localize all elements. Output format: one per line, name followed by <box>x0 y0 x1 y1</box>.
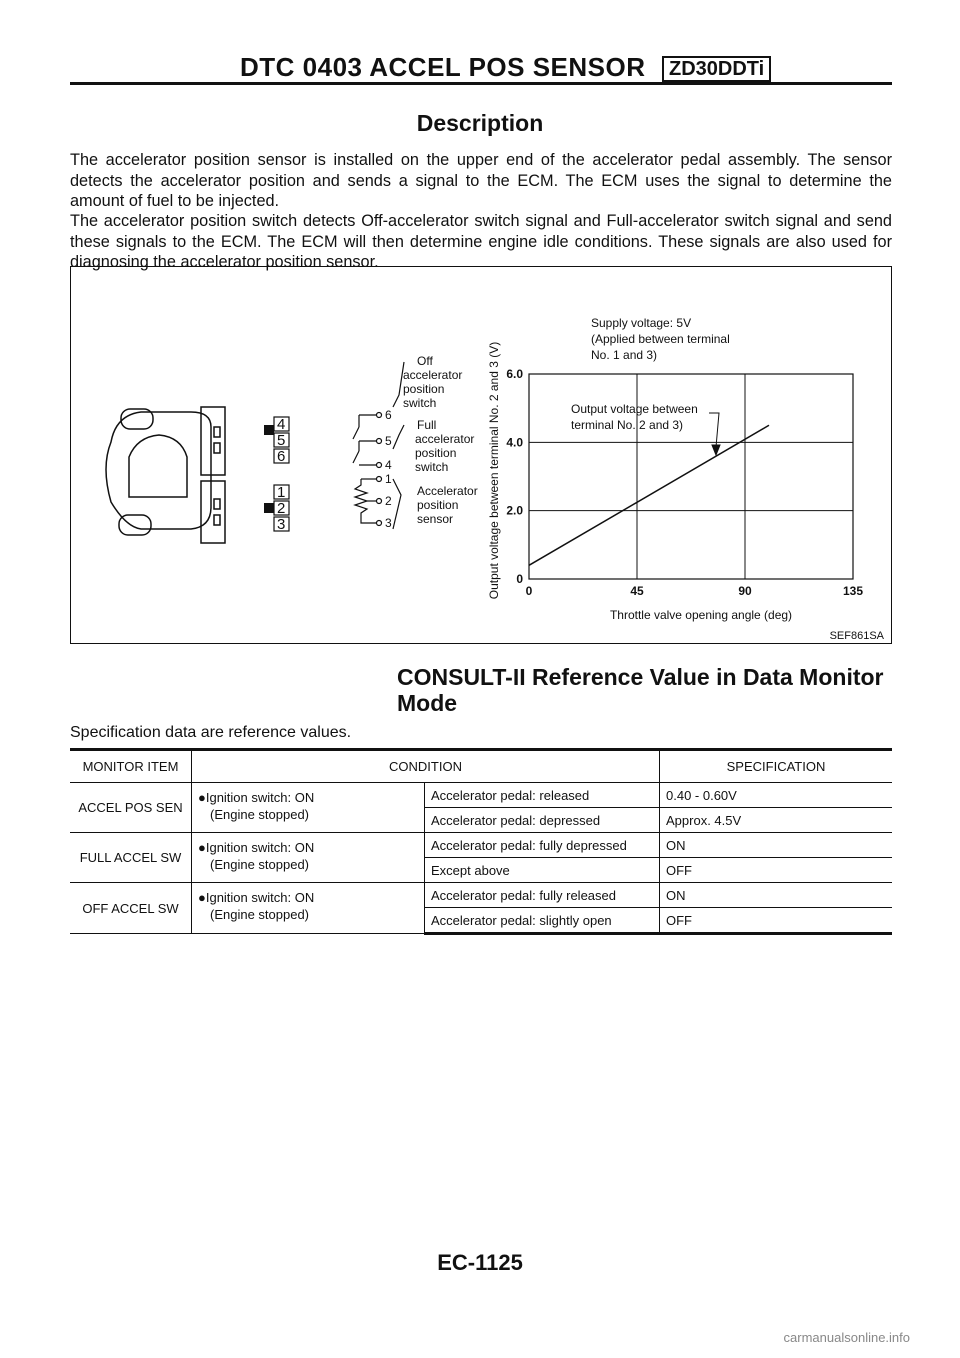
connector-b <box>264 484 289 533</box>
svg-text:position: position <box>403 382 445 396</box>
full-switch-label <box>415 418 474 474</box>
supply-voltage-note <box>591 316 730 362</box>
monitor-item-cell: OFF ACCEL SW <box>70 883 192 934</box>
consult-heading-line-1: CONSULT-II Reference Value in Data Monitor <box>397 664 884 690</box>
svg-text:4: 4 <box>385 458 392 472</box>
switch-schematic <box>353 362 404 529</box>
y-tick-label: 0 <box>516 572 523 586</box>
table-row <box>70 833 892 858</box>
connector-a-marker <box>264 425 274 435</box>
svg-text:switch: switch <box>415 460 449 474</box>
output-note-leader <box>709 413 720 455</box>
condition-cell: ●Ignition switch: ON (Engine stopped) <box>192 883 425 934</box>
table-row <box>70 783 892 808</box>
x-tick-label: 90 <box>738 584 752 598</box>
y-tick-label: 4.0 <box>506 435 523 450</box>
data-monitor-table <box>70 748 892 935</box>
description-paragraph-1: The accelerator position sensor is installed on the upper end of the accelerator pedal assembly. The sensor detects the accelerator position and sends a signal to the ECM. The ECM uses the signal to determine the amount of fuel to be injected. <box>70 151 892 210</box>
monitor-item-cell: ACCEL POS SEN <box>70 783 192 833</box>
specification-cell: ON <box>660 883 893 908</box>
header-condition: CONDITION <box>192 750 660 783</box>
svg-text:Full: Full <box>417 418 437 432</box>
svg-text:Output voltage between: Output voltage between <box>571 402 698 416</box>
header-rule <box>70 82 892 85</box>
y-axis-label: Output voltage between terminal No. 2 and 3 (V) <box>487 341 501 600</box>
svg-text:3: 3 <box>385 516 392 530</box>
description-heading: Description <box>416 110 544 136</box>
connector-a <box>264 416 289 465</box>
connector-b-marker <box>264 503 274 513</box>
sensor-figure-svg <box>71 267 893 645</box>
condition-cell: ●Ignition switch: ON (Engine stopped) <box>192 833 425 883</box>
specification-cell: 0.40 - 0.60V <box>660 783 893 808</box>
pedal-condition-cell: Accelerator pedal: fully depressed <box>425 833 660 858</box>
off-switch-label <box>403 354 462 410</box>
pin-label-5: 5 <box>277 432 286 449</box>
figure-code: SEF861SA <box>829 630 884 642</box>
condition-cell: ●Ignition switch: ON (Engine stopped) <box>192 783 425 833</box>
svg-text:No. 1 and 3): No. 1 and 3) <box>591 348 658 362</box>
pin-label-2: 2 <box>277 500 286 517</box>
x-axis-label: Throttle valve opening angle (deg) <box>609 608 793 622</box>
specification-cell: OFF <box>660 858 893 883</box>
monitor-item-cell: FULL ACCEL SW <box>70 833 192 883</box>
sensor-rotor-cutout <box>129 435 187 497</box>
svg-text:1: 1 <box>385 472 392 486</box>
pin-label-4: 4 <box>277 416 286 433</box>
table-row <box>70 883 892 908</box>
pedal-condition-cell: Accelerator pedal: depressed <box>425 808 660 833</box>
consult-heading <box>397 664 897 716</box>
svg-text:switch: switch <box>403 396 437 410</box>
pedal-condition-cell: Accelerator pedal: released <box>425 783 660 808</box>
page-number: EC-1125 <box>437 1250 523 1275</box>
y-tick-label: 6.0 <box>506 367 523 381</box>
x-tick-label: 135 <box>842 584 864 598</box>
page-header-title: DTC 0403 ACCEL POS SENSOR <box>240 52 646 82</box>
svg-text:2: 2 <box>385 494 392 508</box>
svg-text:position: position <box>415 446 457 460</box>
engine-code-badge: ZD30DDTi <box>662 56 771 82</box>
svg-text:terminal No. 2 and 3): terminal No. 2 and 3) <box>571 418 684 432</box>
pedal-condition-cell: Except above <box>425 858 660 883</box>
pin-label-1: 1 <box>277 484 286 501</box>
sensor-housing <box>106 412 211 529</box>
x-tick-label: 45 <box>630 584 644 598</box>
svg-text:accelerator: accelerator <box>415 432 475 446</box>
output-voltage-chart <box>487 342 863 622</box>
pin-label-6: 6 <box>277 448 286 465</box>
pin-label-3: 3 <box>277 516 286 533</box>
svg-text:sensor: sensor <box>417 512 454 526</box>
svg-text:5: 5 <box>385 434 392 448</box>
spec-note: Specification data are reference values. <box>70 724 352 741</box>
series-line <box>529 425 769 565</box>
sensor-figure <box>70 266 892 644</box>
svg-text:Supply voltage: 5V: Supply voltage: 5V <box>591 316 692 330</box>
header-specification: SPECIFICATION <box>660 750 893 783</box>
specification-cell: Approx. 4.5V <box>660 808 893 833</box>
consult-heading-line-2: Mode <box>397 690 458 716</box>
watermark: carmanualsonline.info <box>783 1330 910 1345</box>
x-tick-label: 0 <box>525 584 533 598</box>
svg-text:Off: Off <box>417 354 433 368</box>
y-tick-label: 2.0 <box>506 503 523 518</box>
pedal-condition-cell: Accelerator pedal: slightly open <box>425 908 660 934</box>
output-voltage-note <box>571 402 698 432</box>
svg-text:accelerator: accelerator <box>403 368 463 382</box>
svg-text:position: position <box>417 498 459 512</box>
description-paragraph-2: The accelerator position switch detects Off-accelerator switch signal and Full-accelerator switch signal and send these signals to the ECM. The ECM will then determine engine idle conditions. These signals are also used for diagnosing the accelerator position sensor. <box>70 212 892 271</box>
header-monitor-item: MONITOR ITEM <box>70 750 192 783</box>
bottom-mounting-ear <box>119 515 151 535</box>
connector-upper <box>201 407 225 475</box>
table-header-row <box>70 750 892 783</box>
sensor-label <box>417 484 478 526</box>
svg-text:Accelerator: Accelerator <box>417 484 478 498</box>
svg-text:6: 6 <box>385 408 392 422</box>
sensor-body-drawing <box>106 407 225 543</box>
connector-lower <box>201 481 225 543</box>
specification-cell: OFF <box>660 908 893 934</box>
specification-cell: ON <box>660 833 893 858</box>
svg-text:(Applied between terminal: (Applied between terminal <box>591 332 730 346</box>
schematic-terminal-numbers <box>385 408 392 530</box>
pedal-condition-cell: Accelerator pedal: fully released <box>425 883 660 908</box>
